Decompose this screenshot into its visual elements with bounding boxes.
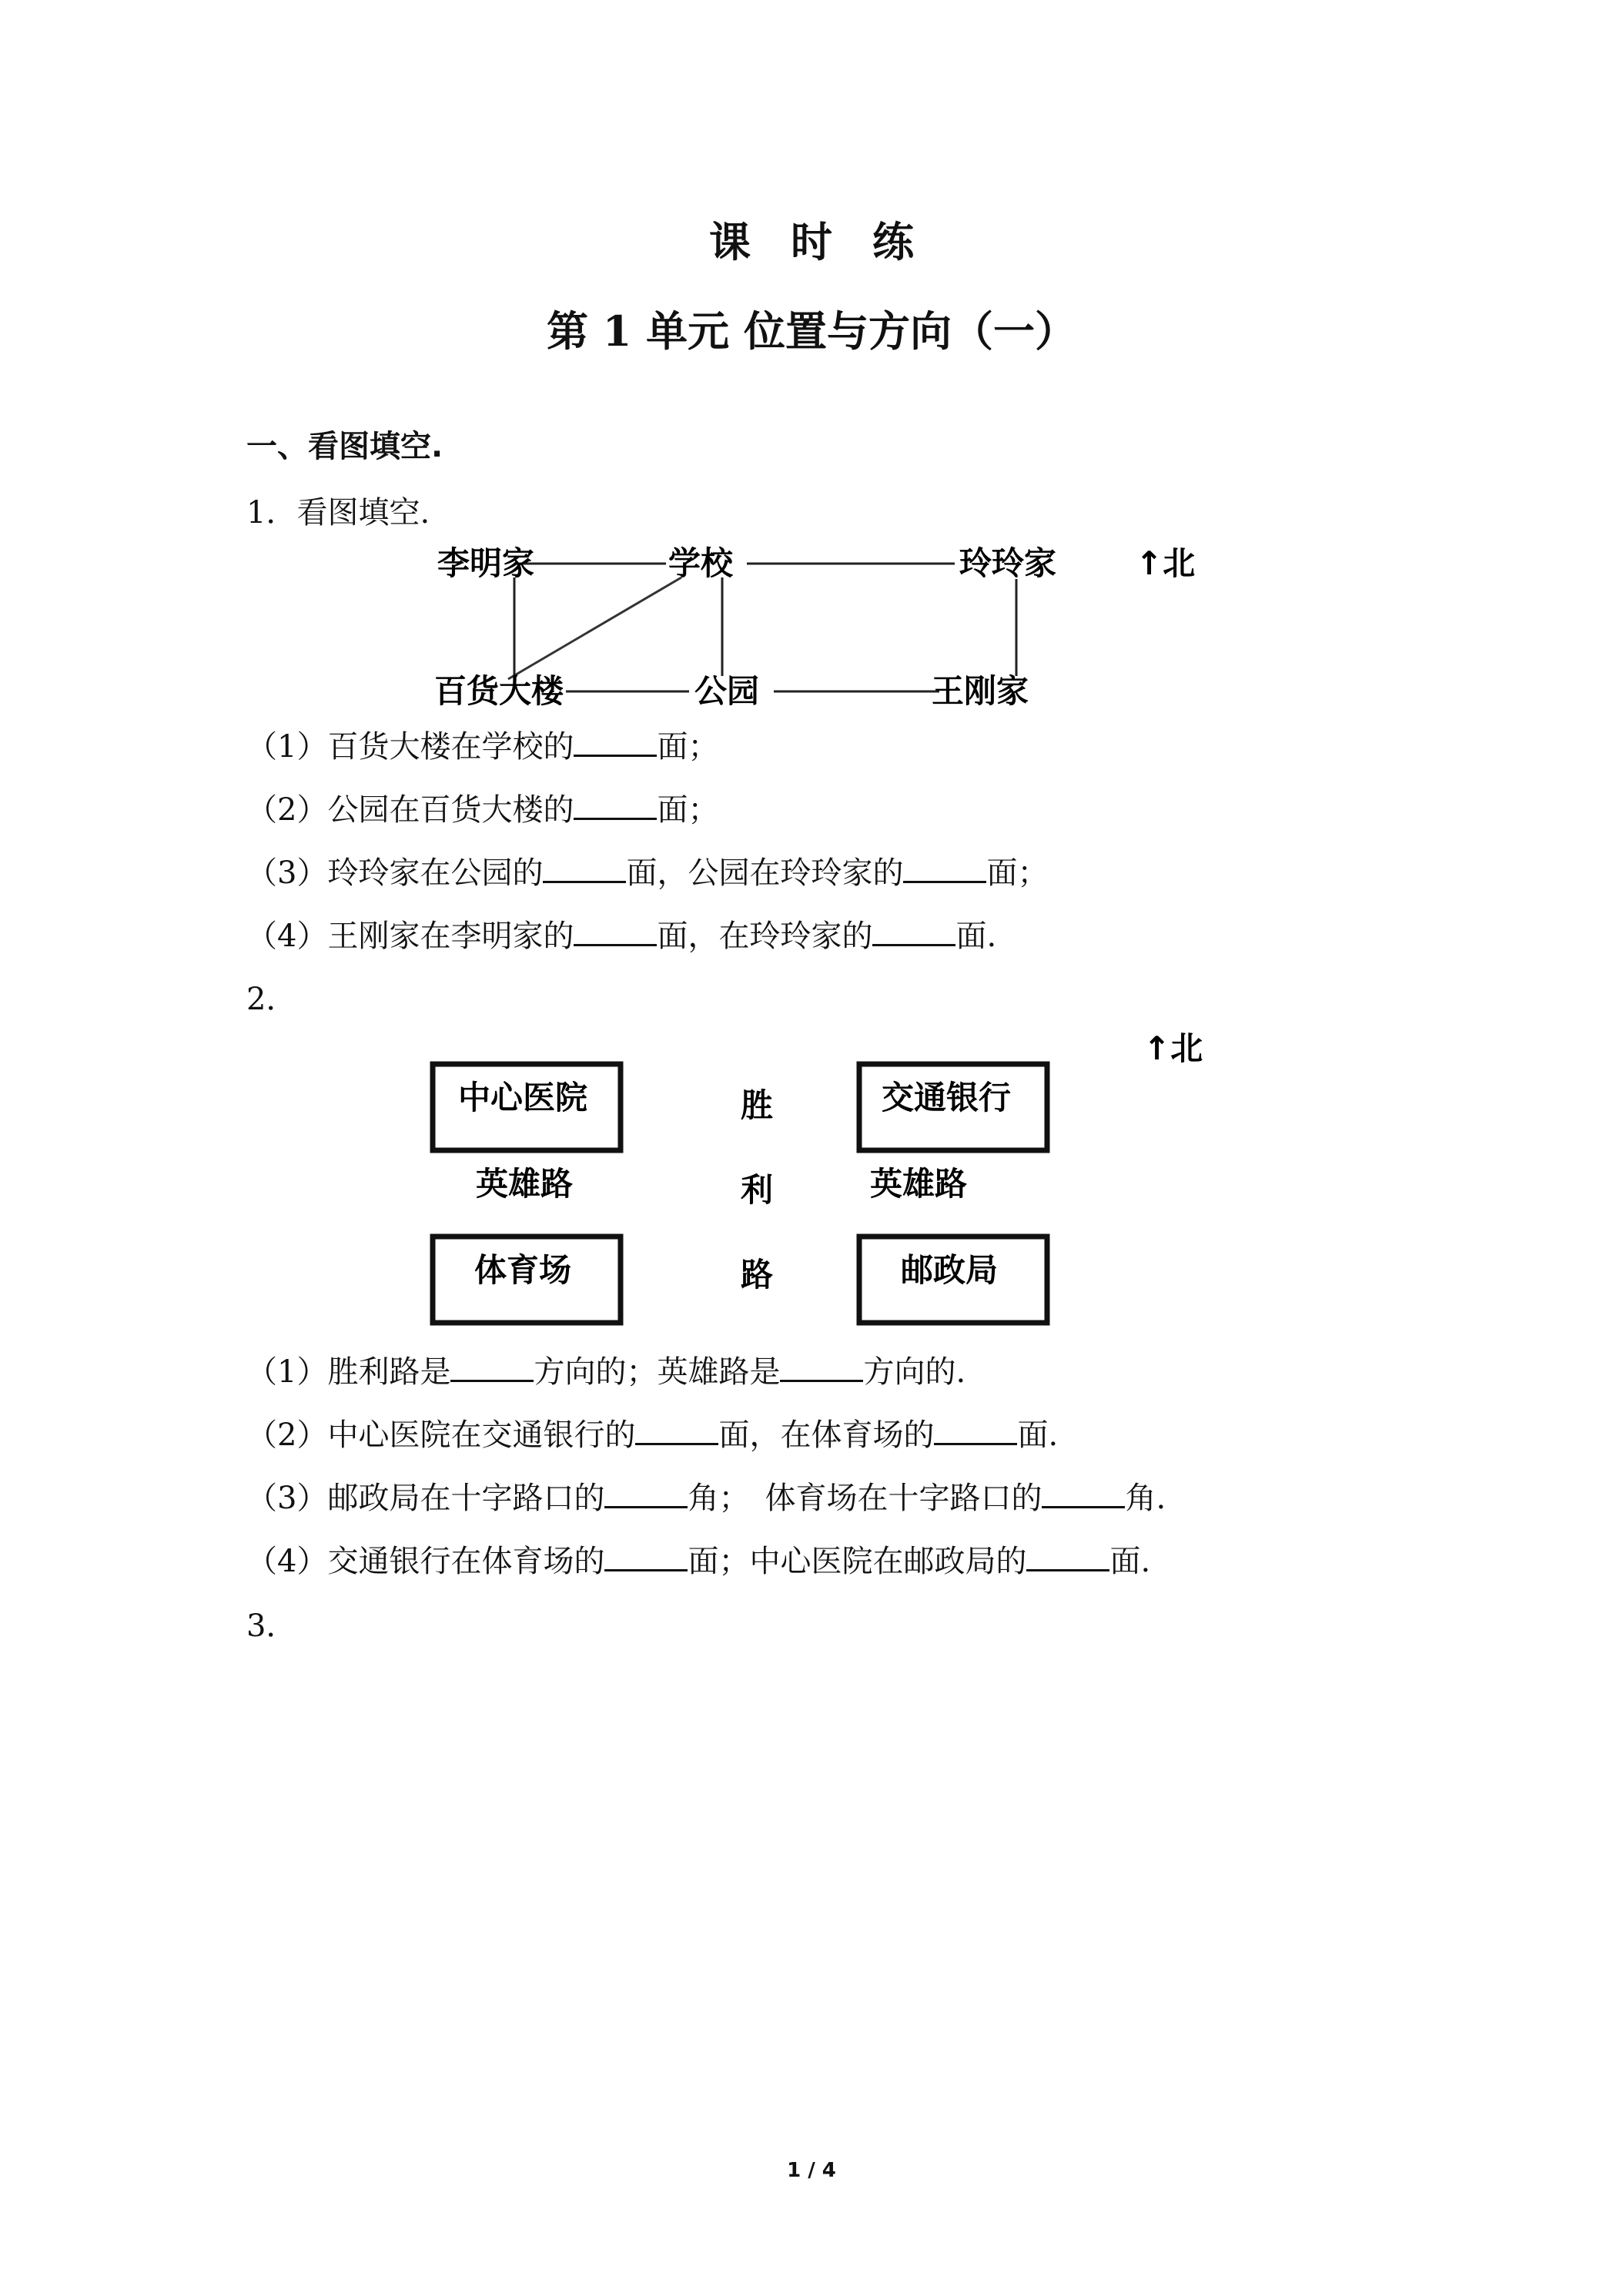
answer-blank[interactable] (604, 1480, 688, 1508)
q1-item-1: （1）百货大楼在学校的 面； (246, 729, 719, 765)
q1-item-3: （3）玲玲家在公园的 面，公园在玲玲家的 面； (246, 855, 1049, 891)
answer-blank[interactable] (872, 918, 955, 946)
q1-item-2: （2）公园在百货大楼的 面； (246, 792, 719, 828)
answer-blank[interactable] (574, 792, 657, 820)
section-heading: 一、看图填空. (246, 429, 443, 464)
page-title: 课时练 (709, 217, 954, 266)
line-school-dept (508, 577, 681, 679)
label-post-office: 邮政局 (901, 1251, 999, 1289)
q2-item-2: （2）中心医院在交通银行的 面，在体育场的 面. (246, 1417, 1059, 1453)
answer-blank[interactable] (574, 728, 657, 757)
question-2-label: 2． (246, 982, 297, 1017)
answer-blank[interactable] (1026, 1543, 1109, 1571)
answer-blank[interactable] (543, 855, 626, 883)
road-horizontal-right: 英雄路 (870, 1165, 968, 1203)
place-school: 学校 (668, 544, 734, 582)
label-hospital: 中心医院 (458, 1079, 588, 1116)
q2-item-3: （3）邮政局在十字路口的 角； 体育场在十字路口的 角. (246, 1481, 1166, 1516)
question-3-label: 3． (246, 1608, 297, 1644)
page-subtitle: 第 1 单元 位置与方向（一） (547, 306, 1076, 356)
place-park: 公园 (694, 672, 760, 710)
page-number: 1 / 4 (787, 2159, 836, 2182)
north-indicator-1: ↑北 (1136, 544, 1196, 582)
answer-blank[interactable] (903, 855, 986, 883)
q1-item-4: （4）王刚家在李明家的 面，在玲玲家的 面. (246, 919, 997, 954)
q2-item-4: （4）交通银行在体育场的 面；中心医院在邮政局的 面. (246, 1544, 1151, 1579)
answer-blank[interactable] (604, 1543, 688, 1571)
place-liming: 李明家 (437, 544, 535, 582)
answer-blank[interactable] (1042, 1480, 1125, 1508)
road-vertical-1: 胜 (741, 1086, 774, 1124)
road-vertical-3: 路 (741, 1256, 774, 1294)
place-wanggang: 王刚家 (932, 672, 1029, 710)
label-stadium: 体育场 (474, 1251, 572, 1289)
answer-blank[interactable] (780, 1354, 863, 1382)
place-dept-store: 百货大楼 (434, 672, 564, 710)
road-horizontal-left: 英雄路 (476, 1165, 574, 1203)
label-bank: 交通银行 (882, 1079, 1012, 1116)
answer-blank[interactable] (574, 918, 657, 946)
question-1-label: 1．看图填空. (246, 495, 430, 530)
answer-blank[interactable] (934, 1417, 1017, 1445)
north-indicator-2: ↑北 (1143, 1029, 1203, 1067)
q2-item-1: （1）胜利路是 方向的；英雄路是 方向的. (246, 1354, 966, 1390)
map-1 (416, 531, 1293, 716)
road-vertical-2: 利 (741, 1171, 774, 1209)
answer-blank[interactable] (450, 1354, 534, 1382)
answer-blank[interactable] (635, 1417, 718, 1445)
place-lingling: 玲玲家 (959, 544, 1057, 582)
map-2 (416, 1024, 1293, 1332)
